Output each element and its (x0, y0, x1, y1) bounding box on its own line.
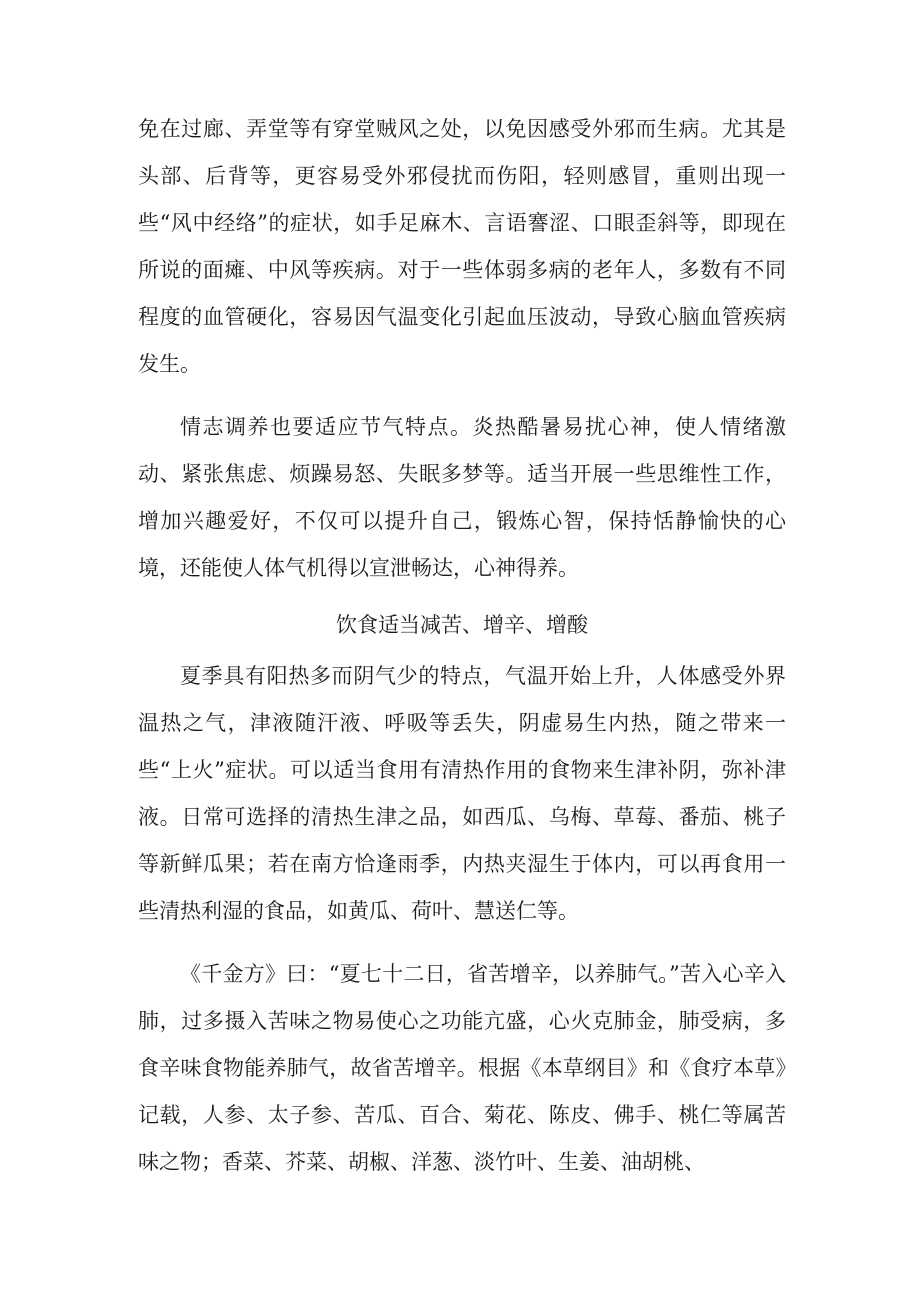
paragraph-emotional-regulation: 情志调养也要适应节气特点。炎热酷暑易扰心神，使人情绪激动、紧张焦虑、烦躁易怒、失眠多梦等。适当开展一些思维性工作，增加兴趣爱好，不仅可以提升自己，锻炼心智，保持恬静愉快的心境，还能使人体气机得以宣泄畅达，心神得养。 (138, 415, 786, 580)
paragraph-summer-diet: 夏季具有阳热多而阴气少的特点，气温开始上升，人体感受外界温热之气，津液随汗液、呼吸等丢失，阴虚易生内热，随之带来一些“上火”症状。可以适当食用有清热作用的食物来生津补阴，弥补津液。日常可选择的清热生津之品，如西瓜、乌梅、草莓、番茄、桃子等新鲜瓜果；若在南方恰逢雨季，内热夹湿生于体内，可以再食用一些清热利湿的食品，如黄瓜、荷叶、慧送仁等。 (138, 664, 786, 923)
paragraph-continuation: 免在过廊、弄堂等有穿堂贼风之处，以免因感受外邪而生病。尤其是头部、后背等，更容易受外邪侵扰而伤阳，轻则感冒，重则出现一些“风中经络”的症状，如手足麻木、言语謇涩、口眼歪斜等，即现在所说的面瘫、中风等疾病。对于一些体弱多病的老年人，多数有不同程度的血管硬化，容易因气温变化引起血压波动，导致心脑血管疾病发生。 (138, 117, 786, 376)
document-body (138, 106, 786, 1186)
section-heading: 饮食适当减苦、增辛、增酸 (336, 613, 588, 637)
paragraph-qianjinfang: 《千金方》曰：“夏七十二日，省苦增辛，以养肺气。”苦入心辛入肺，过多摄入苦味之物易使心之功能亢盛，心火克肺金，肺受病，多食辛味食物能养肺气，故省苦增辛。根据《本草纲目》和《食疗本草》记载，人参、太子参、苦瓜、百合、菊花、陈皮、佛手、桃仁等属苦味之物；香菜、芥菜、胡椒、洋葱、淡竹叶、生姜、油胡桃、 (138, 962, 786, 1174)
